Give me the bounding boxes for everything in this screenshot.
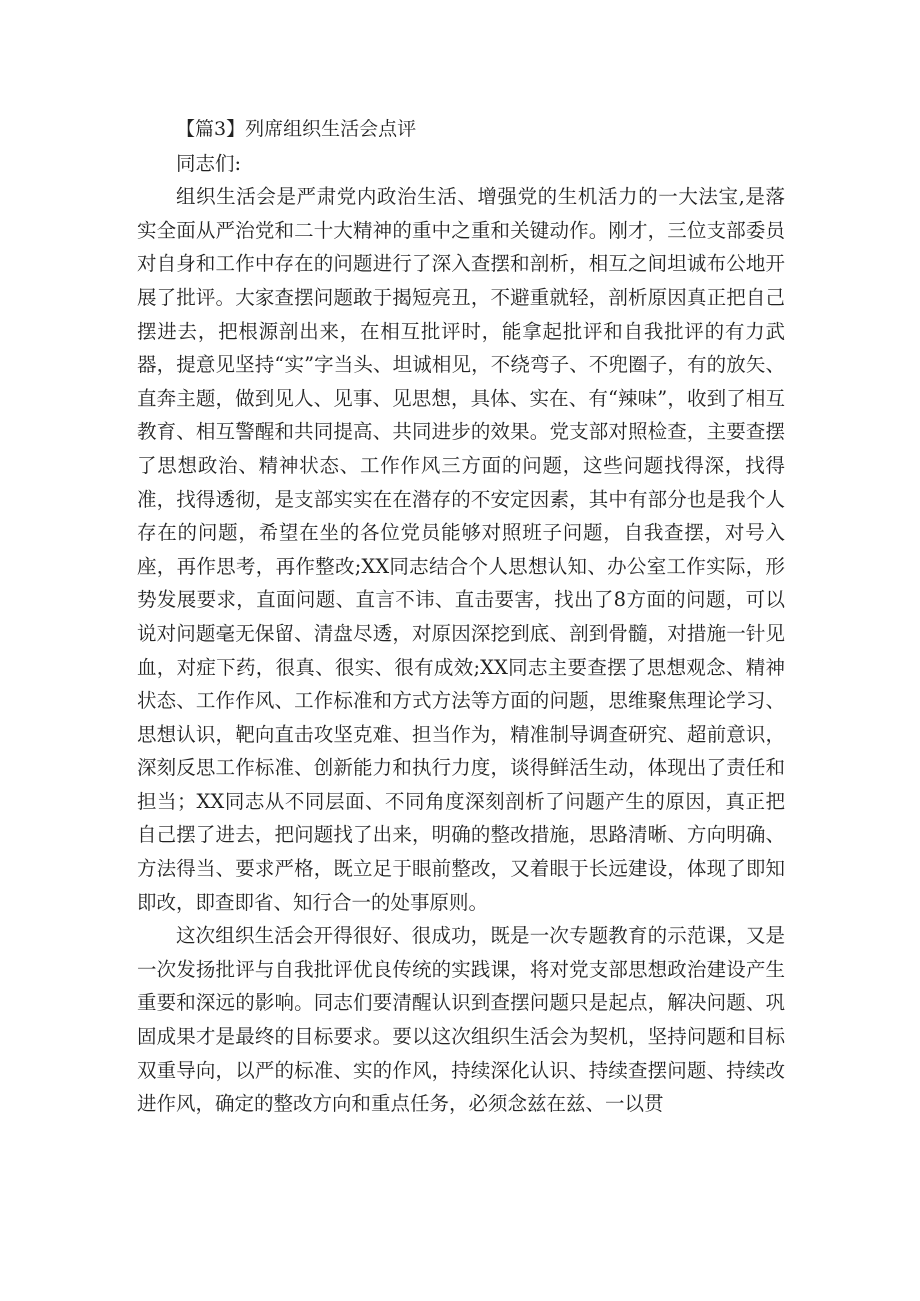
body-paragraph-2: 这次组织生活会开得很好、很成功，既是一次专题教育的示范课，又是一次发扬批评与自我批评优良传统的实践课，将对党支部思想政治建设产生重要和深远的影响。同志们要清醒认识到查摆问题只是起点，解决问题、巩固成果才是最终的目标要求。要以这次组织生活会为契机，坚持问题和目标双重导向，以严的标准、实的作风，持续深化认识、持续查摆问题、持续改进作风，确定的整改方向和重点任务，必须念兹在兹、一以贯 [137,924,785,1116]
document-body [137,113,785,1121]
body-paragraph-1: 组织生活会是严肃党内政治生活、增强党的生机活力的一大法宝,是落实全面从严治党和二十大精神的重中之重和关键动作。刚才，三位支部委员对自身和工作中存在的问题进行了深入查摆和剖析，相互之间坦诚布公地开展了批评。大家查摆问题敢于揭短亮丑，不避重就轻，剖析原因真正把自己摆进去，把根源剖出来，在相互批评时，能拿起批评和自我批评的有力武器，提意见坚持“实”字当头、坦诚相见，不绕弯子、不兜圈子，有的放矢、直奔主题，做到见人、见事、见思想，具体、实在、有“辣味”，收到了相互教育、相互警醒和共同提高、共同进步的效果。党支部对照检查，主要查摆了思想政治、精神状态、工作作风三方面的问题，这些问题找得深，找得准，找得透彻，是支部实实在在潜存的不安定因素，其中有部分也是我个人存在的问题，希望在坐的各位党员能够对照班子问题，自我查摆，对号入座，再作思考，再作整改;XX同志结合个人思想认知、办公室工作实际，形势发展要求，直面问题、直言不讳、直击要害，找出了8方面的问题，可以说对问题毫无保留、清盘尽透，对原因深挖到底、剖到骨髓，对措施一针见血，对症下药，很真、很实、很有成效;XX同志主要查摆了思想观念、精神状态、工作作风、工作标准和方式方法等方面的问题，思维聚焦理论学习、思想认识，靶向直击攻坚克难、担当作为，精准制导调查研究、超前意识，深刻反思工作标准、创新能力和执行力度，谈得鲜活生动，体现出了责任和担当；XX同志从不同层面、不同角度深刻剖析了问题产生的原因，真正把自己摆了进去，把问题找了出来，明确的整改措施，思路清晰、方向明确、方法得当、要求严格，既立足于眼前整改，又着眼于长远建设，体现了即知即改，即查即省、知行合一的处事原则。 [137,185,785,914]
document-heading: 【篇3】列席组织生活会点评 [176,118,417,140]
greeting-line: 同志们: [176,151,242,175]
